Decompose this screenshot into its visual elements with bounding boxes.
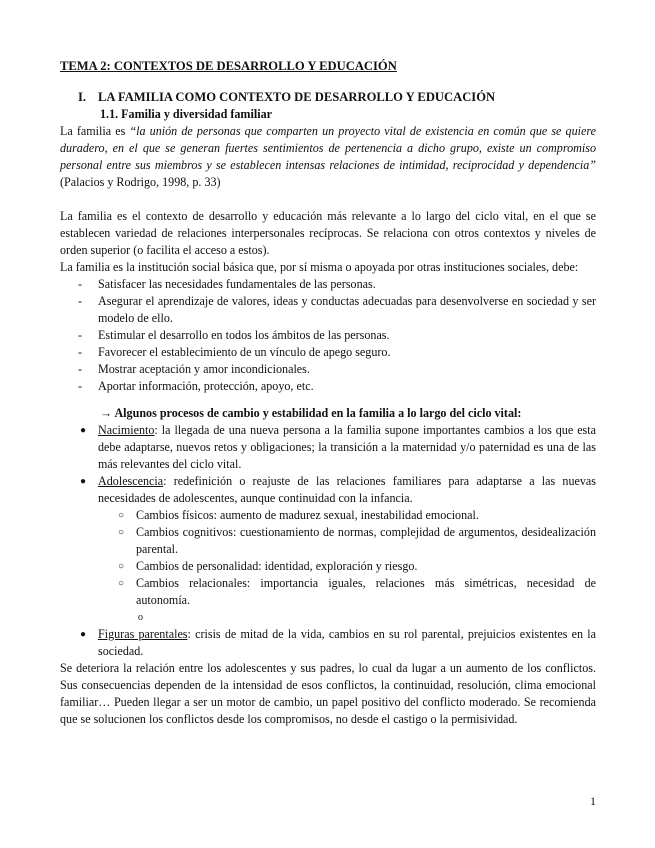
dash-marker: - bbox=[78, 328, 83, 342]
processes-list-continued bbox=[60, 626, 596, 660]
section-label: LA FAMILIA COMO CONTEXTO DE DESARROLLO Y EDUCACIÓN bbox=[98, 90, 496, 104]
list-item bbox=[60, 276, 596, 293]
list-item-text: Asegurar el aprendizaje de valores, ideas y conductas adecuadas para desenvolverse en sociedad y ser modelo de ello. bbox=[98, 294, 596, 325]
definition-paragraph bbox=[60, 123, 596, 191]
definition-citation: (Palacios y Rodrigo, 1998, p. 33) bbox=[60, 175, 221, 189]
bullet-marker: ● bbox=[80, 425, 87, 436]
list-item bbox=[98, 558, 596, 575]
duties-list bbox=[60, 276, 596, 395]
list-item-text: Estimular el desarrollo en todos los ámbitos de las personas. bbox=[98, 328, 390, 342]
term-nacimiento: Nacimiento bbox=[98, 423, 155, 437]
processes-list bbox=[60, 422, 596, 507]
list-item-text: Satisfacer las necesidades fundamentales de las personas. bbox=[98, 277, 376, 291]
section-heading bbox=[78, 89, 596, 106]
circle-marker: ○ bbox=[118, 578, 125, 589]
nacimiento-text: : la llegada de una nueva persona a la familia supone importantes cambios a los que esta debe adaptarse, nuevos retos y obligaciones; la transición a la maternidad y/o paternidad es una de las más relevantes del ciclo vital. bbox=[98, 423, 596, 471]
changes-list bbox=[98, 507, 596, 609]
list-item bbox=[98, 507, 596, 524]
dash-marker: - bbox=[78, 362, 83, 376]
figuras-text: : crisis de mitad de la vida, cambios en su rol parental, prejuicios existentes en la sociedad. bbox=[98, 627, 596, 658]
circle-marker: ○ bbox=[118, 561, 125, 572]
list-item-text: Mostrar aceptación y amor incondicionales. bbox=[98, 362, 310, 376]
list-item bbox=[60, 327, 596, 344]
definition-intro: La familia es bbox=[60, 124, 130, 138]
list-item-text: Cambios de personalidad: identidad, exploración y riesgo. bbox=[136, 559, 418, 573]
adolescencia-text: : redefinición o reajuste de las relaciones familiares para adaptarse a las nuevas necesidades de adolescentes, aunque continuidad con la infancia. bbox=[98, 474, 596, 505]
dash-marker: - bbox=[78, 294, 83, 308]
subsection-heading: 1.1. Familia y diversidad familiar bbox=[100, 107, 272, 121]
section-number: I. bbox=[78, 90, 87, 104]
dash-marker: - bbox=[78, 345, 83, 359]
list-item-adolescencia bbox=[60, 473, 596, 507]
document-page bbox=[60, 58, 596, 728]
dash-marker: - bbox=[78, 379, 83, 393]
circle-marker: ○ bbox=[118, 510, 125, 521]
list-item-text: Cambios cognitivos: cuestionamiento de normas, complejidad de argumentos, desidealización parental. bbox=[136, 525, 596, 556]
list-item-nacimiento bbox=[60, 422, 596, 473]
list-item bbox=[60, 378, 596, 395]
circle-marker: ○ bbox=[118, 527, 125, 538]
term-adolescencia: Adolescencia bbox=[98, 474, 164, 488]
dash-marker: - bbox=[78, 277, 83, 291]
document-title: TEMA 2: CONTEXTOS DE DESARROLLO Y EDUCACIÓN bbox=[60, 59, 397, 73]
stray-marker: o bbox=[138, 612, 143, 623]
list-item bbox=[60, 344, 596, 361]
list-item-text: Favorecer el establecimiento de un vínculo de apego seguro. bbox=[98, 345, 391, 359]
list-item bbox=[60, 293, 596, 327]
bullet-marker: ● bbox=[80, 476, 87, 487]
list-item-text: Aportar información, protección, apoyo, etc. bbox=[98, 379, 314, 393]
page-number: 1 bbox=[590, 794, 596, 808]
list-item bbox=[98, 524, 596, 558]
paragraph-institution: La familia es la institución social básica que, por sí misma o apoyada por otras instituciones sociales, debe: bbox=[60, 260, 579, 274]
list-item-text: Cambios físicos: aumento de madurez sexual, inestabilidad emocional. bbox=[136, 508, 479, 522]
list-item bbox=[98, 575, 596, 609]
list-item-text: Cambios relacionales: importancia iguales, relaciones más simétricas, necesidad de autonomía. bbox=[136, 576, 596, 607]
processes-heading: → Algunos procesos de cambio y estabilidad en la familia a lo largo del ciclo vital: bbox=[100, 406, 522, 420]
bullet-marker: ● bbox=[80, 629, 87, 640]
paragraph-context: La familia es el contexto de desarrollo y educación más relevante a lo largo del ciclo vital, en el que se establecen variedad de relaciones interpersonales recíprocas. Se relaciona con otros contextos y niveles de orden superior (o facilita el acceso a estos). bbox=[60, 209, 596, 257]
list-item-figuras bbox=[60, 626, 596, 660]
term-figuras-parentales: Figuras parentales bbox=[98, 627, 188, 641]
paragraph-conflicts: Se deteriora la relación entre los adolescentes y sus padres, lo cual da lugar a un aumento de los conflictos. Sus consecuencias dependen de la intensidad de esos conflictos, la continuidad, resolución, clima emocional familiar… Pueden llegar a ser un motor de cambio, un papel positivo del conflicto moderado. Se recomienda que se solucionen los conflictos desde los compromisos, no desde el castigo o la permisividad. bbox=[60, 661, 596, 726]
definition-quote: “la unión de personas que comparten un proyecto vital de existencia en común que se quiere duradero, en el que se generan fuertes sentimientos de pertenencia a dicho grupo, existe un compromiso personal entre sus miembros y se establecen intensas relaciones de intimidad, reciprocidad y dependencia” bbox=[60, 124, 596, 172]
list-item bbox=[60, 361, 596, 378]
